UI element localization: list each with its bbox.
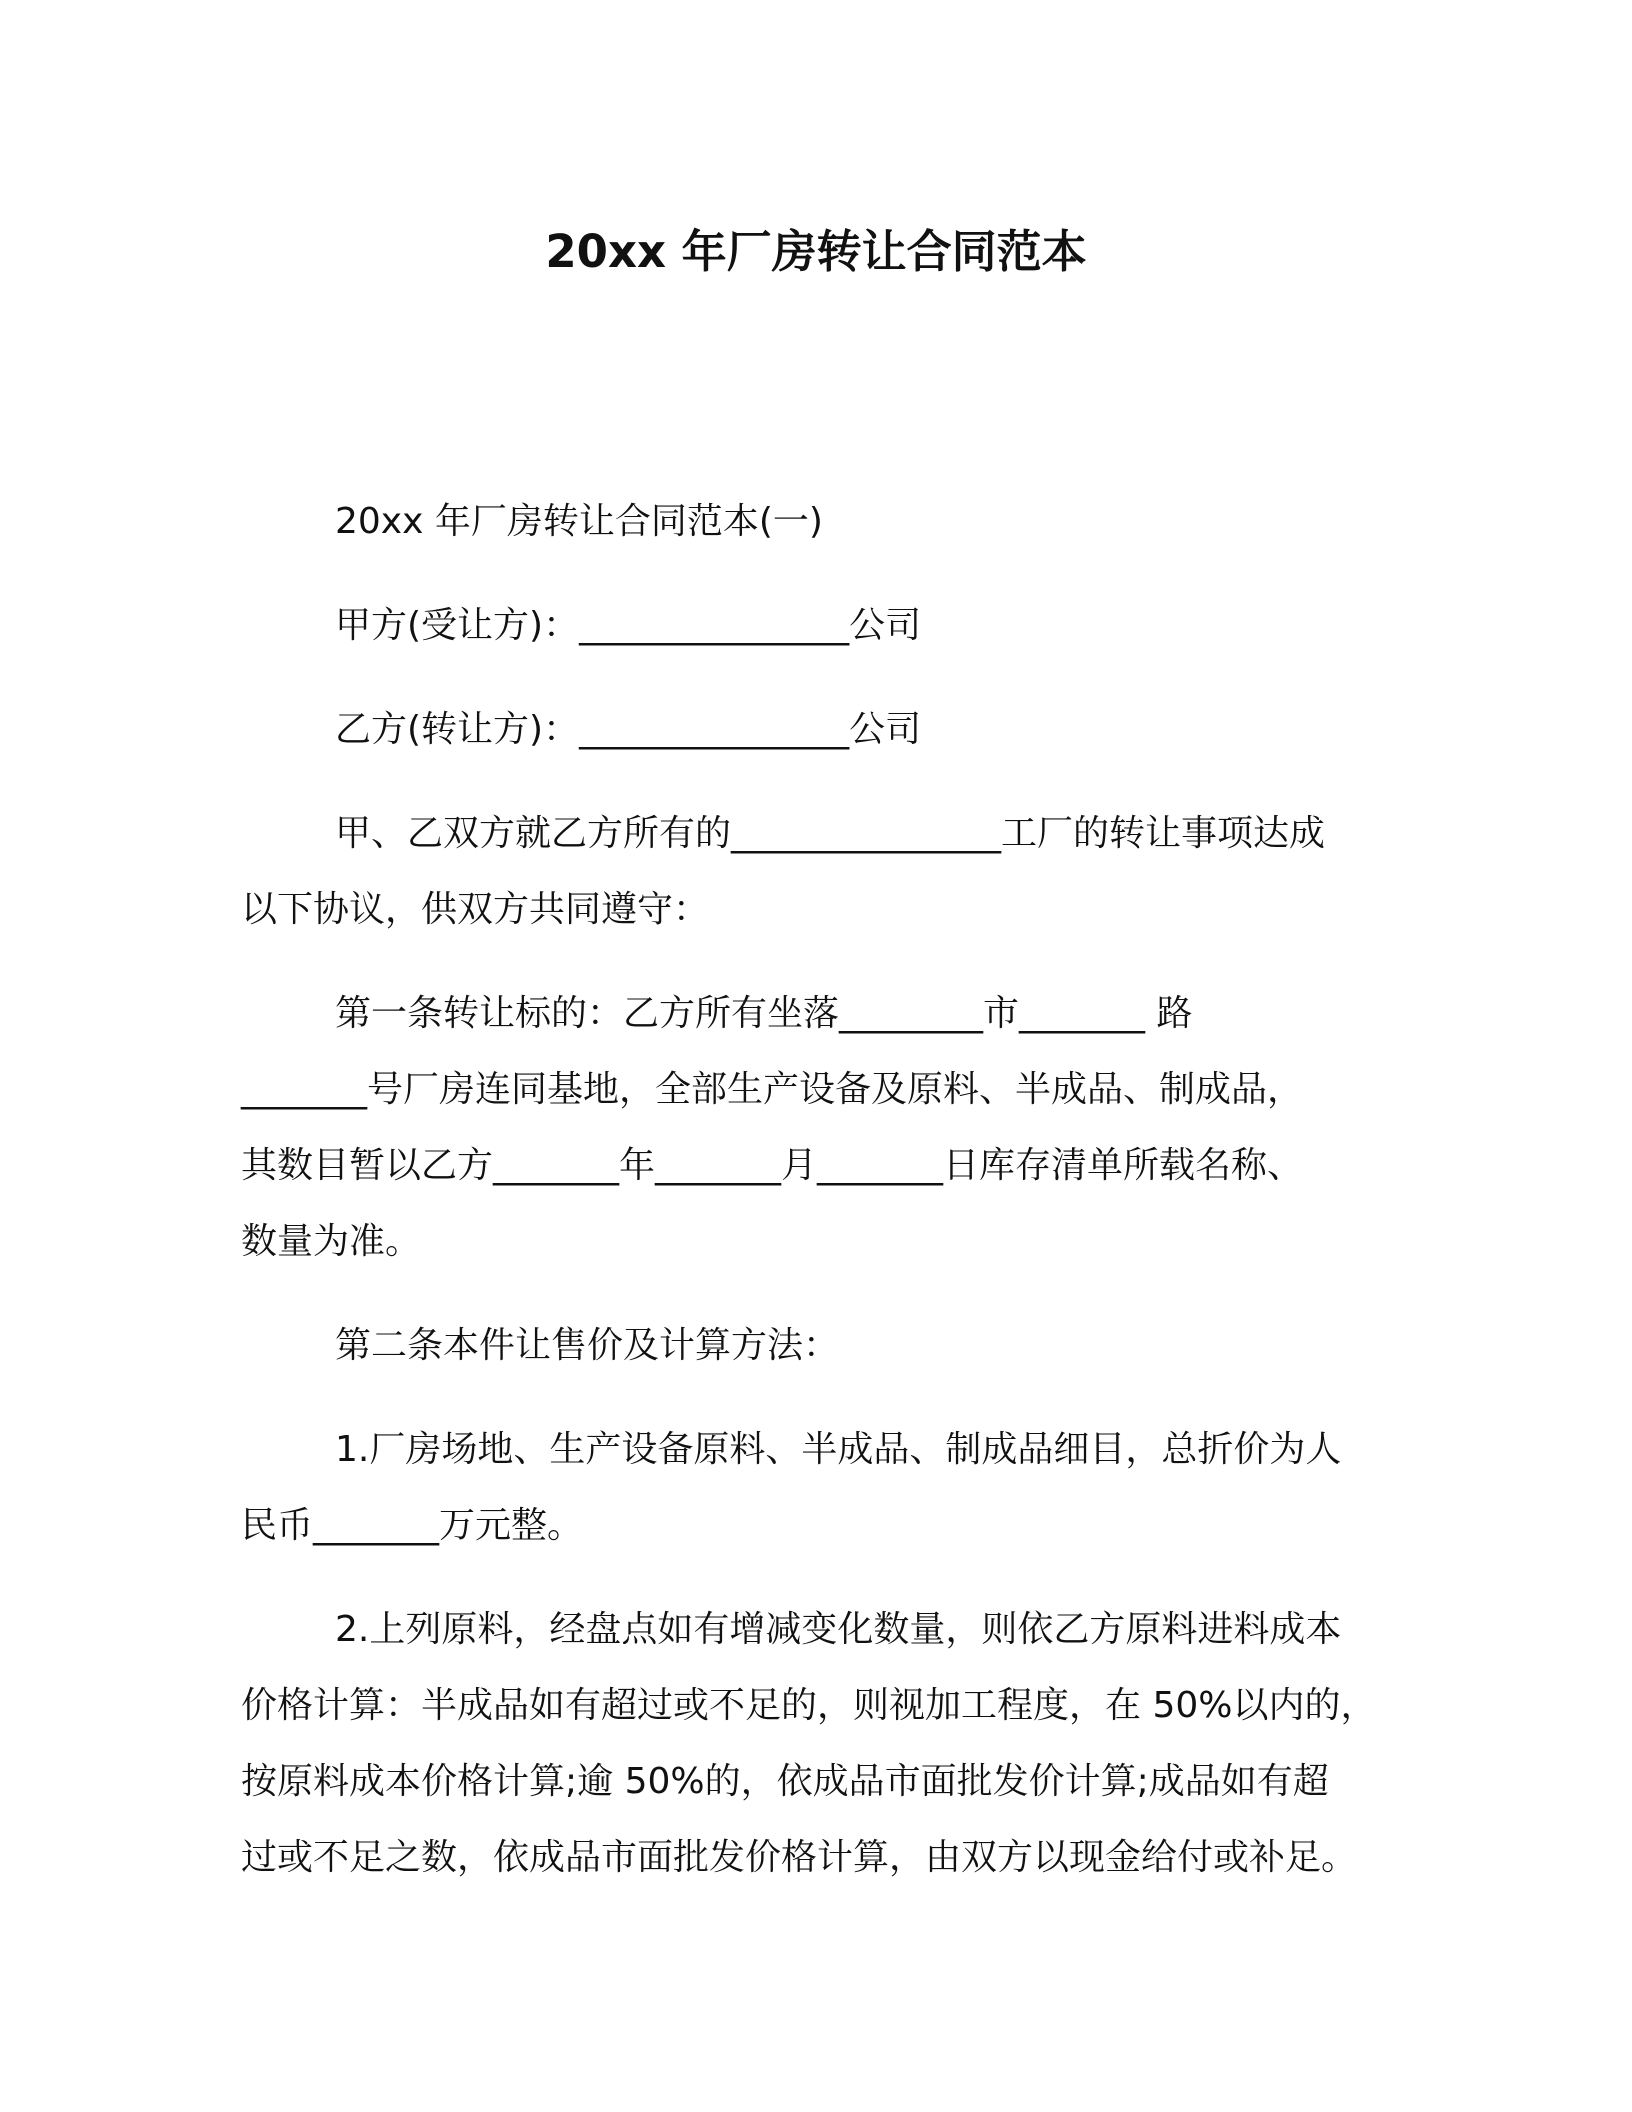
document-body — [241, 484, 1391, 1924]
paragraph-line: 其数目暂以乙方_______年_______月_______日库存清单所载名称、 — [241, 1145, 1304, 1186]
paragraph-party-a — [241, 588, 1391, 664]
paragraph-agreement — [241, 796, 1391, 948]
paragraph-line: 第一条转让标的：乙方所有坐落________市_______ 路 — [335, 993, 1193, 1034]
paragraph-line: 20xx 年厂房转让合同范本(一) — [335, 501, 823, 542]
paragraph-line: 乙方(转让方)：_______________公司 — [335, 709, 922, 750]
paragraph-subtitle — [241, 484, 1391, 560]
paragraph-line: 按原料成本价格计算;逾 50%的，依成品市面批发价计算;成品如有超 — [241, 1761, 1329, 1802]
paragraph-party-b — [241, 692, 1391, 768]
paragraph-line: 1.厂房场地、生产设备原料、半成品、制成品细目，总折价为人 — [335, 1429, 1342, 1470]
paragraph-line: 过或不足之数，依成品市面批发价格计算，由双方以现金给付或补足。 — [241, 1837, 1358, 1878]
paragraph-line: 民币_______万元整。 — [241, 1505, 584, 1546]
paragraph-line: 甲、乙双方就乙方所有的_______________工厂的转让事项达成 — [335, 813, 1326, 854]
paragraph-line: 价格计算：半成品如有超过或不足的，则视加工程度，在 50%以内的， — [241, 1685, 1377, 1726]
paragraph-line: 数量为准。 — [241, 1221, 422, 1262]
paragraph-item-2 — [241, 1592, 1391, 1896]
paragraph-line: 甲方(受让方)：_______________公司 — [335, 605, 922, 646]
paragraph-line: 以下协议，供双方共同遵守： — [241, 889, 710, 930]
paragraph-line: _______号厂房连同基地，全部生产设备及原料、半成品、制成品， — [241, 1069, 1304, 1110]
paragraph-line: 第二条本件让售价及计算方法： — [335, 1325, 840, 1366]
document-title: 20xx 年厂房转让合同范本 — [545, 225, 1087, 278]
paragraph-item-1 — [241, 1412, 1391, 1564]
paragraph-line: 2.上列原料，经盘点如有增减变化数量，则依乙方原料进料成本 — [335, 1609, 1342, 1650]
paragraph-article-1 — [241, 976, 1391, 1280]
paragraph-article-2 — [241, 1308, 1391, 1384]
